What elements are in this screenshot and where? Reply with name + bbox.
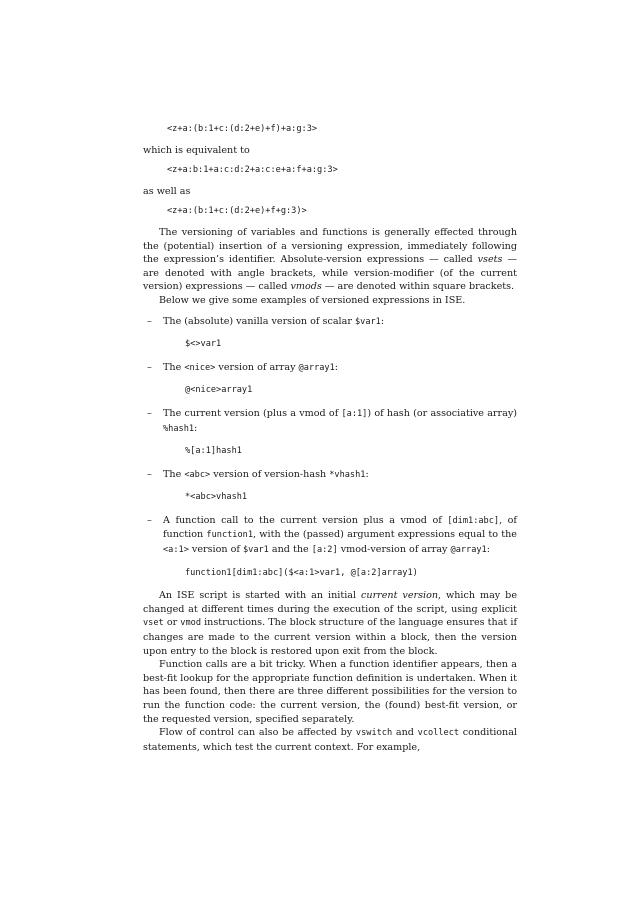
code-example-2: <z+a:b:1+a:c:d:2+a:c:e+a:f+a:g:3> xyxy=(167,165,338,176)
text-as-well-as: as well as xyxy=(143,185,191,197)
text-equivalent: which is equivalent to xyxy=(143,144,250,156)
code-example-array: @<nice>array1 xyxy=(185,385,253,396)
code-example-function: function1[dim1:abc]($<a:1>var1, @[a:2]array1) xyxy=(185,567,418,578)
code-example-scalar: $<>var1 xyxy=(185,339,222,350)
list-item: – The <abc> version of version-hash *vhash1: xyxy=(147,468,369,480)
list-item: – A function call to the current version plus a vmod of [dim1:abc], of function function1, with the (passed) argument expressions equal to the <a:1> version of $var1 and the [a:2] vmod-version of array @array1: xyxy=(147,514,517,556)
code-example-3: <z+a:(b:1+c:(d:2+e)+f+g:3)> xyxy=(167,206,307,217)
paragraph-function-calls: Function calls are a bit tricky. When a function identifier appears, then a best-fit lookup for the appropriate function definition is undertaken. When it has been found, then there are three different possibilities for the version to run the function code: the current version, the (found) best-fit version, or the requested version, specified separately. xyxy=(143,659,517,725)
list-item: – The (absolute) vanilla version of scalar $var1: xyxy=(147,315,385,327)
list-item: – The current version (plus a vmod of [a:1]) of hash (or associative array) %hash1: xyxy=(147,407,517,434)
paragraph-versioning: The versioning of variables and functions is generally effected through the (potential) insertion of a versioning expression, immediately following the expression’s identifier. Absolute-version expressions — called vsets — are denoted with angle brackets, while version-modifier (of the current version) expressions — called vmods — are denoted within square brackets. xyxy=(143,226,517,293)
paragraph-examples-intro: Below we give some examples of versioned expressions in ISE. xyxy=(159,294,466,306)
paragraph-script-start: An ISE script is started with an initial current version, which may be changed at different times during the execution of the script, using explicit vset or vmod instructions. The block structure of the language ensures that if changes are made to the current version within a block, then the version upon entry to the block is restored upon exit from the block. xyxy=(143,590,518,657)
code-example-1: <z+a:(b:1+c:(d:2+e)+f)+a:g:3> xyxy=(167,124,318,134)
code-example-vhash: *<abc>vhash1 xyxy=(185,492,248,503)
code-example-hash: %[a:1]hash1 xyxy=(185,446,242,457)
page-body xyxy=(143,123,517,754)
paragraph-flow-of-control: Flow of control can also be affected by vswitch and vcollect conditional statements, which test the current context. For example, xyxy=(143,727,517,753)
list-item: – The <nice> version of array @array1: xyxy=(147,361,338,373)
